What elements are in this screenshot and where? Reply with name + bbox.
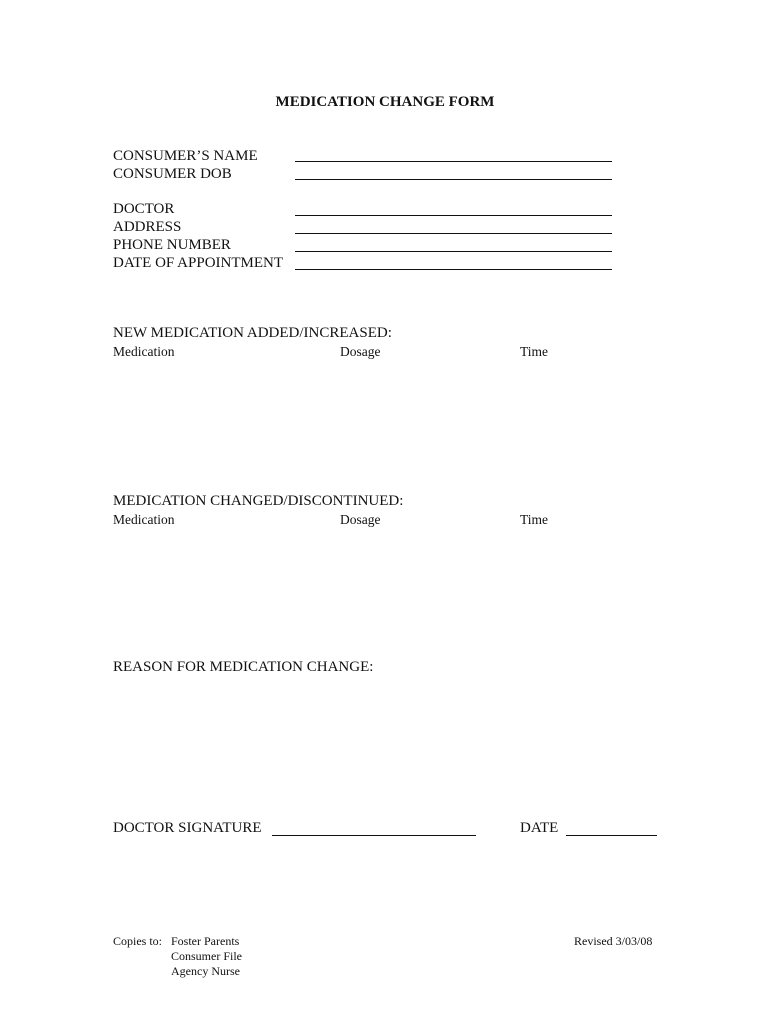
new-medication-heading: NEW MEDICATION ADDED/INCREASED: [113,325,392,341]
revised-date: Revised 3/03/08 [574,934,653,948]
signature-date-field[interactable] [566,835,657,836]
doctor-field[interactable] [295,215,612,216]
phone-number-label: PHONE NUMBER [113,237,231,253]
address-label: ADDRESS [113,219,182,235]
date-of-appointment-label: DATE OF APPOINTMENT [113,255,284,271]
doctor-signature-label: DOCTOR SIGNATURE [113,820,262,836]
consumer-name-field[interactable] [295,161,612,162]
changed-medication-col-medication: Medication [113,512,175,527]
new-medication-entry-area[interactable] [113,365,613,475]
doctor-label: DOCTOR [113,201,175,217]
consumer-dob-field[interactable] [295,179,612,180]
copies-agency-nurse: Agency Nurse [171,964,240,978]
changed-medication-col-dosage: Dosage [340,512,381,527]
changed-medication-entry-area[interactable] [113,533,613,643]
date-of-appointment-field[interactable] [295,269,612,270]
reason-entry-area[interactable] [113,682,613,802]
copies-foster-parents: Foster Parents [171,934,240,948]
copies-consumer-file: Consumer File [171,949,242,963]
changed-medication-col-time: Time [520,512,549,527]
reason-heading: REASON FOR MEDICATION CHANGE: [113,659,374,675]
form-title: MEDICATION CHANGE FORM [275,94,495,110]
consumer-dob-label: CONSUMER DOB [113,166,232,182]
new-medication-col-medication: Medication [113,344,175,359]
date-label: DATE [520,820,559,836]
consumer-name-label: CONSUMER’S NAME [113,148,258,164]
phone-number-field[interactable] [295,251,612,252]
changed-medication-heading: MEDICATION CHANGED/DISCONTINUED: [113,493,404,509]
address-field[interactable] [295,233,612,234]
new-medication-col-time: Time [520,344,549,359]
new-medication-col-dosage: Dosage [340,344,381,359]
copies-to-label: Copies to: [113,934,163,948]
doctor-signature-field[interactable] [272,835,476,836]
